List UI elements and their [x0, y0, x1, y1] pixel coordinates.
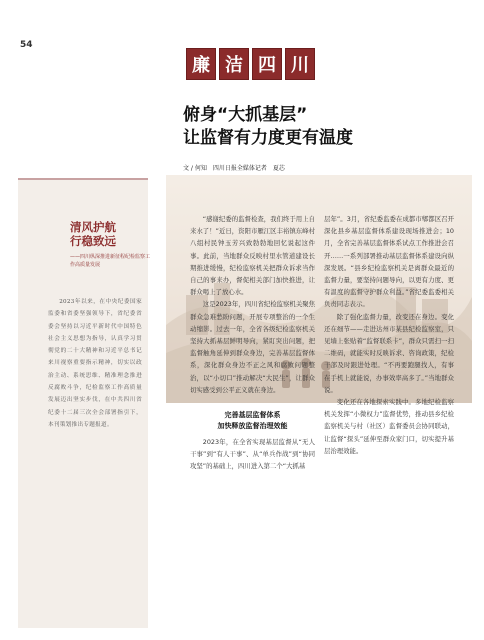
section-char-3: 四	[252, 48, 282, 80]
article-subheading-line-2: 加快释放监督治理效能	[217, 422, 288, 431]
sidebar-box	[18, 178, 150, 626]
headline-line-1: 俯身“大抓基层”	[183, 105, 308, 125]
article-column-right	[324, 213, 454, 457]
headline	[183, 104, 463, 150]
sidebar-subtitle: ——四川纵深推进新征程纪检监察工作高质量发展	[70, 254, 151, 268]
sidebar-title	[70, 220, 150, 248]
sidebar-title-line-1: 清风护航	[70, 220, 116, 234]
sidebar-title-line-2: 行稳致远	[70, 234, 116, 248]
article-subheading-line-1: 完善基层监督体系	[224, 411, 281, 420]
sidebar-body: 2023年以来，在中央纪委国家监委和省委坚强领导下，省纪委省委会坚持以习近平新时代中国特色社会主义思想为指导，认真学习贯彻党的二十大精神和习近平总书记来川视察重要指示精神，切实以政治主动、系统思维、精准理念推进反腐败斗争，纪检监察工作高质量发展迈出坚实步伐，在中共四川省纪委十二届三次全会部署指引下，本刊策划推出专题报道。	[48, 299, 142, 428]
article-paragraph: 层年”。3月，省纪委监委在成都市郫都区召开深化县乡基层监督体系建设现场推进会；10月，全省完善基层监督体系试点工作推进会召开……一系列部署推动基层监督体系建设向纵深发展。“县乡纪检监察机关是离群众最近的监督力量，要坚持问题导向，以更有力度、更有温度的监督守护群众利益。”省纪委监委相关负责同志表示。	[324, 215, 454, 309]
article-subheading	[190, 410, 315, 432]
article-column-left	[190, 213, 315, 473]
article-paragraph: “感谢纪委的监督检查，我们终于用上自来水了！”近日，资阳市雁江区丰裕镇东峰村八组村民钟玉芳兴致勃勃地回忆说起这件事。此前，当地群众反映村里水管道建设长期推进缓慢，纪检监察机关把群众诉求当作自己的事来办，督促相关部门加快推进，让群众喝上了放心水。	[190, 215, 315, 297]
article-paragraph: 变化还在各地探索实践中。多地纪检监察机关发挥“小微权力”监督优势，推动县乡纪检监察机关与村（社区）监督委员会协同联动，让监督“探头”延伸至群众家门口，切实提升基层治理效能。	[324, 398, 454, 455]
article-paragraph: 除了强化监督力量，改变还在身边。变化还在细节——走进达州市某县纪检监察室，只见墙上张贴着“监督联系卡”，群众只需扫一扫二维码，就能实时反映诉求、咨询政策，纪检干部及时跟进处理。“不再要跑腿找人，有事在手机上就能说，办事效率高多了。”当地群众说。	[324, 312, 454, 394]
byline: 文 / 何知 四川日报全媒体记者 夏芯	[183, 165, 285, 172]
section-char-2: 洁	[219, 48, 249, 80]
headline-line-2: 让监督有力度更有温度	[183, 128, 353, 148]
section-char-1: 廉	[186, 48, 216, 80]
page-number: 54	[20, 40, 33, 50]
article-paragraph: 2023年，在全省实现基层监督从“无人干事”到“有人干事”、从“单兵作战”到“协同攻坚”的基础上，四川进入第二个“大抓基	[190, 438, 315, 471]
section-banner	[186, 48, 315, 80]
section-char-4: 川	[285, 48, 315, 80]
article-paragraph: 这是2023年，四川省纪检监察机关聚焦群众急难愁盼问题，开展专项整治的一个生动缩影。过去一年，全省各级纪检监察机关坚持大抓基层鲜明导向，紧盯突出问题，把监督触角延伸到群众身边，完善基层监督体系，深化群众身边不正之风和腐败问题整治，以“小切口”推动解决“大民生”，让群众切实感受到公平正义就在身边。	[190, 300, 315, 394]
